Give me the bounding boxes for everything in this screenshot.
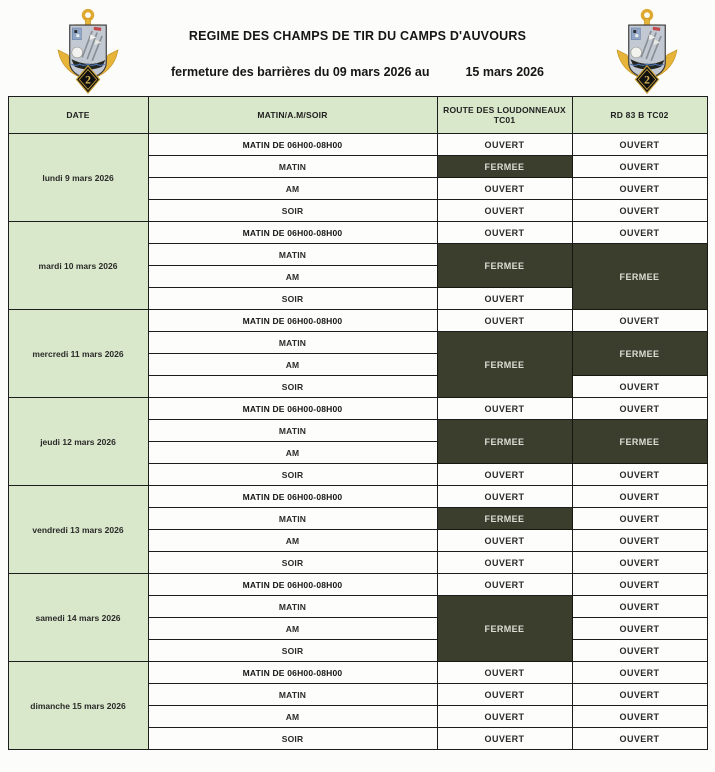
status-cell-tc02: OUVERT [572,310,707,332]
col-header-tc01: ROUTE DES LOUDONNEAUX TC01 [437,97,572,134]
status-cell-tc02: OUVERT [572,596,707,618]
status-cell-tc02: OUVERT [572,508,707,530]
table-row [8,574,707,596]
period-label-cell: MATIN [148,332,437,354]
period-label-cell: SOIR [148,728,437,750]
status-cell-tc01: FERMEE [437,332,572,398]
status-cell-tc01: OUVERT [437,486,572,508]
period-label-cell: AM [148,178,437,200]
period-label-cell: MATIN [148,244,437,266]
status-cell-tc01: OUVERT [437,134,572,156]
status-cell-tc02: OUVERT [572,222,707,244]
status-cell-tc01: OUVERT [437,662,572,684]
status-cell-tc02: FERMEE [572,244,707,310]
period-label-cell: MATIN DE 06H00-08H00 [148,222,437,244]
status-cell-tc02: OUVERT [572,464,707,486]
status-cell-tc02: OUVERT [572,178,707,200]
title-block [145,0,570,79]
period-label-cell: MATIN DE 06H00-08H00 [148,398,437,420]
status-cell-tc01: FERMEE [437,420,572,464]
status-cell-tc02: OUVERT [572,134,707,156]
period-label-cell: AM [148,706,437,728]
period-label-cell: MATIN DE 06H00-08H00 [148,134,437,156]
status-cell-tc01: OUVERT [437,464,572,486]
period-label-cell: SOIR [148,376,437,398]
period-label-cell: SOIR [148,200,437,222]
table-row [8,222,707,244]
document-subtitle [145,65,570,79]
status-cell-tc01: OUVERT [437,728,572,750]
period-label-cell: SOIR [148,552,437,574]
period-label-cell: AM [148,266,437,288]
status-cell-tc01: OUVERT [437,398,572,420]
date-cell: lundi 9 mars 2026 [8,134,148,222]
status-cell-tc02: OUVERT [572,376,707,398]
date-cell: jeudi 12 mars 2026 [8,398,148,486]
status-cell-tc01: OUVERT [437,222,572,244]
table-row [8,310,707,332]
regiment-crest-left-icon [44,6,132,94]
period-label-cell: MATIN DE 06H00-08H00 [148,486,437,508]
table-row [8,662,707,684]
col-header-date: DATE [8,97,148,134]
period-label-cell: AM [148,354,437,376]
status-cell-tc02: OUVERT [572,552,707,574]
status-cell-tc02: FERMEE [572,420,707,464]
status-cell-tc01: OUVERT [437,706,572,728]
date-cell: dimanche 15 mars 2026 [8,662,148,750]
subtitle-end-date: 15 mars 2026 [465,65,545,79]
period-label-cell: MATIN DE 06H00-08H00 [148,310,437,332]
period-label-cell: MATIN [148,420,437,442]
status-cell-tc01: OUVERT [437,574,572,596]
status-cell-tc02: OUVERT [572,728,707,750]
document-header [0,0,715,96]
status-cell-tc01: FERMEE [437,508,572,530]
table-row [8,486,707,508]
status-cell-tc02: OUVERT [572,640,707,662]
status-cell-tc02: OUVERT [572,662,707,684]
period-label-cell: MATIN [148,684,437,706]
subtitle-period-text: fermeture des barrières du 09 mars 2026 au [170,65,430,79]
status-cell-tc02: OUVERT [572,156,707,178]
status-cell-tc01: OUVERT [437,200,572,222]
date-cell: mercredi 11 mars 2026 [8,310,148,398]
period-label-cell: SOIR [148,640,437,662]
period-label-cell: AM [148,530,437,552]
status-cell-tc01: FERMEE [437,244,572,288]
period-label-cell: SOIR [148,288,437,310]
date-cell: samedi 14 mars 2026 [8,574,148,662]
date-cell: mardi 10 mars 2026 [8,222,148,310]
status-cell-tc02: FERMEE [572,332,707,376]
col-header-period: MATIN/A.M/SOIR [148,97,437,134]
regiment-crest-right-icon [603,6,691,94]
status-cell-tc02: OUVERT [572,684,707,706]
period-label-cell: MATIN [148,156,437,178]
status-cell-tc01: FERMEE [437,596,572,662]
period-label-cell: MATIN DE 06H00-08H00 [148,574,437,596]
period-label-cell: SOIR [148,464,437,486]
status-cell-tc02: OUVERT [572,574,707,596]
barrier-schedule-table [8,96,708,750]
table-row [8,134,707,156]
status-cell-tc01: OUVERT [437,530,572,552]
status-cell-tc02: OUVERT [572,486,707,508]
period-label-cell: MATIN DE 06H00-08H00 [148,662,437,684]
table-header-row [8,97,707,134]
status-cell-tc01: OUVERT [437,310,572,332]
status-cell-tc01: OUVERT [437,178,572,200]
status-cell-tc01: OUVERT [437,552,572,574]
status-cell-tc01: FERMEE [437,156,572,178]
status-cell-tc01: OUVERT [437,288,572,310]
status-cell-tc02: OUVERT [572,200,707,222]
status-cell-tc02: OUVERT [572,618,707,640]
status-cell-tc02: OUVERT [572,398,707,420]
date-cell: vendredi 13 mars 2026 [8,486,148,574]
col-header-tc02: RD 83 B TC02 [572,97,707,134]
period-label-cell: AM [148,618,437,640]
status-cell-tc01: OUVERT [437,684,572,706]
table-row [8,398,707,420]
period-label-cell: AM [148,442,437,464]
status-cell-tc02: OUVERT [572,530,707,552]
period-label-cell: MATIN [148,508,437,530]
period-label-cell: MATIN [148,596,437,618]
document-title: REGIME DES CHAMPS DE TIR DU CAMPS D'AUVOURS [188,29,527,43]
status-cell-tc02: OUVERT [572,706,707,728]
